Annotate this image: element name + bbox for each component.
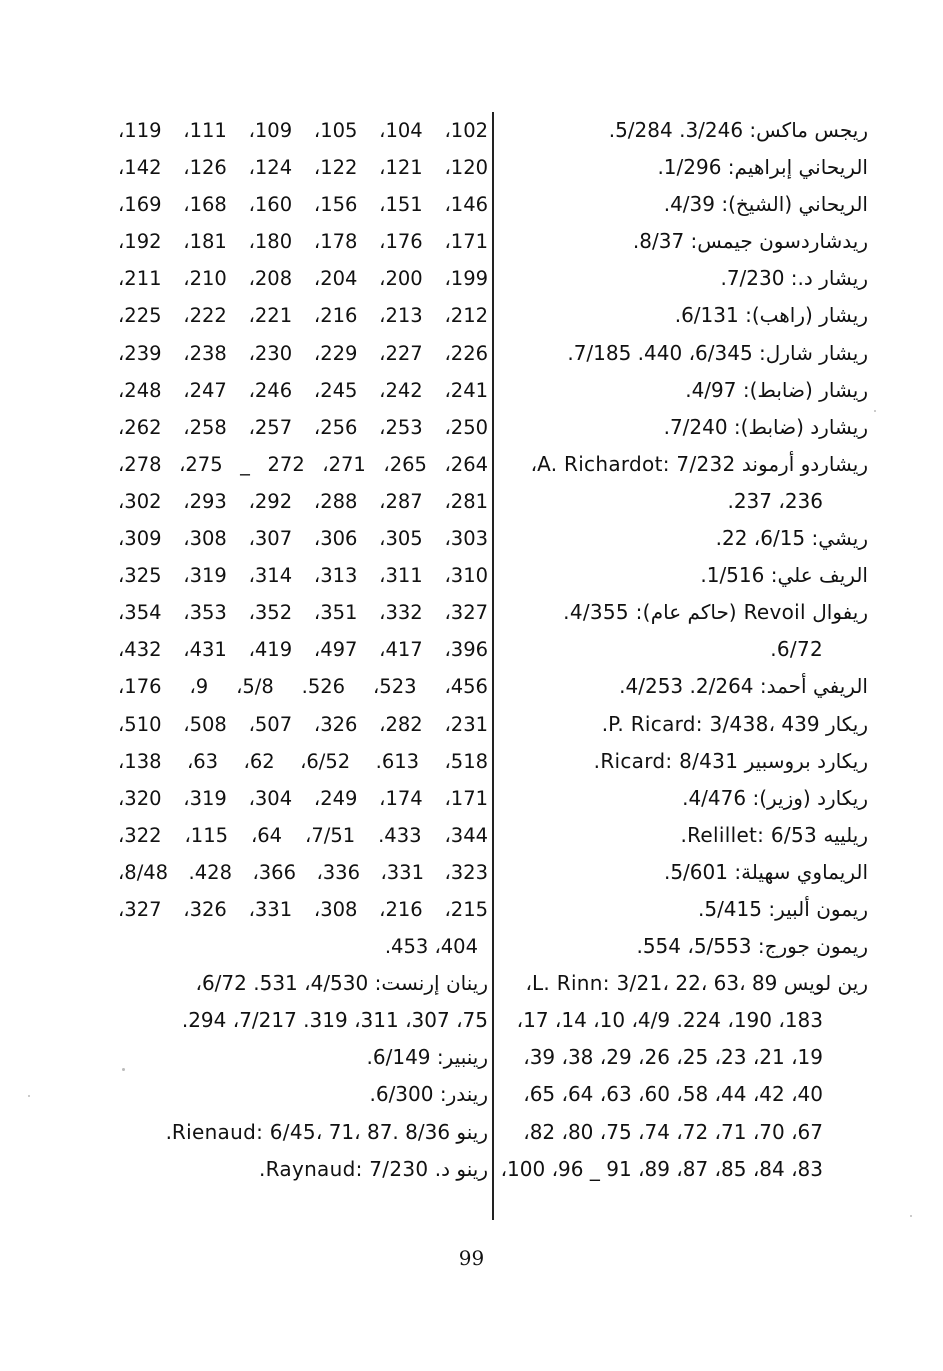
index-entry: ريكارد بروسبير Ricard: 8/431. — [593, 748, 868, 773]
index-entry: ريشارد (ضابط): 7/240. — [663, 414, 868, 439]
page-numbers-line: 396، 417، 497، 419، 431، 432، — [118, 638, 489, 662]
index-entry: ريجس ماكس: 3/246. 5/284. — [608, 118, 868, 142]
page-numbers-line: 171، 174، 249، 304، 319، 320، — [118, 786, 489, 810]
index-column-left — [118, 112, 488, 1188]
index-entry-continuation: 183، 190، 224. 4/9، 10، 14، 17، — [516, 1008, 823, 1033]
index-entry: ريكار P. Ricard: 3/438، 439. — [601, 711, 868, 736]
index-entry: الريف علي: 1/516. — [700, 563, 868, 588]
page-numbers-line: 171، 176، 178، 180، 181، 192، — [118, 230, 489, 254]
page-numbers-line: 281، 287، 288، 292، 293، 302، — [118, 489, 489, 513]
scan-speck — [874, 410, 876, 412]
page-numbers-line: 344، 433. 7/51، 64، 115، 322، — [118, 823, 489, 847]
index-entry: الريحاني (الشيخ): 4/39. — [663, 192, 868, 217]
page-numbers-line: 120، 121، 122، 124، 126، 142، — [118, 156, 489, 180]
index-entry: ريشار د.: 7/230. — [720, 266, 868, 291]
index-entry-continuation: 40، 42، 44، 58، 60، 63، 64، 65، — [523, 1082, 823, 1107]
page-numbers-line: 264، 265، 271، 272 _ 275، 278، — [118, 452, 489, 476]
index-entry: ريشي: 6/15، 22. — [715, 526, 868, 551]
page-numbers-line: 215، 216، 308، 331، 326، 327، — [118, 897, 489, 921]
index-entry-continuation: 6/72. — [770, 637, 823, 662]
page-numbers-line: 226، 227، 229، 230، 238، 239، — [118, 341, 489, 365]
index-entry: رينو د. Raynaud: 7/230. — [258, 1156, 488, 1181]
index-entry: ريشار (ضابط): 4/97. — [685, 377, 868, 402]
index-entry: ريندر: 6/300. — [369, 1082, 488, 1107]
index-entry: ريشار شارل: 6/345، 440. 7/185. — [567, 340, 868, 365]
page-numbers-line: 102، 104، 105، 109، 111، 119، — [118, 119, 489, 142]
index-entry: رينان إرنست: 4/530، 531. 6/72، — [195, 971, 488, 996]
page-numbers-line: 303، 305، 306، 307، 308، 309، — [118, 527, 489, 551]
index-entry: ريدشاردسون جيمس: 8/37. — [632, 229, 868, 254]
index-entry: رينبير: 6/149. — [366, 1045, 488, 1070]
index-entry: الريفي أحمد: 2/264. 4/253. — [619, 674, 868, 699]
page-numbers-line: 146، 151، 156، 160، 168، 169، — [118, 193, 489, 217]
index-entry: ريشار (راهب): 6/131. — [674, 303, 868, 328]
page-numbers-line: 310، 311، 313، 314، 319، 325، — [118, 564, 489, 588]
page-numbers-line: 327، 332، 351، 352، 353، 354، — [118, 601, 489, 625]
index-entry: ريمون جورج: 5/553، 554. — [636, 934, 868, 959]
index-entry: الريحاني إبراهيم: 1/296. — [657, 155, 868, 180]
index-entry-continuation: 75، 307، 311، 319. 7/217، 294. — [181, 1008, 488, 1033]
index-entry-continuation: 236، 237. — [727, 488, 823, 513]
scan-speck — [122, 1068, 125, 1071]
page-numbers-line: 518، 613. 6/52، 62، 63، 138، — [118, 749, 489, 773]
page-numbers-line: 250، 253، 256، 257، 258، 262، — [118, 415, 489, 439]
page-numbers-line: 456، 523، 526. 5/8، 9، 176، — [118, 675, 488, 699]
index-entry: رين لويس L. Rinn: 3/21، 22، 63، 89، — [525, 971, 868, 996]
page-numbers-line: 199، 200، 204، 208، 210، 211، — [118, 267, 489, 291]
page-numbers-line: 231، 282، 326، 507، 508، 510، — [118, 712, 489, 736]
index-entry: ريشاردو أرموند A. Richardot: 7/232، — [530, 451, 868, 476]
index-entry: ريكارد (وزير): 4/476. — [682, 785, 868, 810]
index-entry-continuation: 19، 21، 23، 25، 26، 29، 38، 39، — [523, 1045, 823, 1070]
index-entry-continuation: 67، 70، 71، 72، 74، 75، 80، 82، — [523, 1119, 823, 1144]
page-numbers-line: 212، 213، 216، 221، 222، 225، — [118, 304, 489, 328]
index-column-right — [473, 112, 868, 1188]
page-numbers-line: 404، 453. — [384, 935, 478, 959]
scan-speck — [28, 1095, 30, 1097]
index-entry-continuation: 83، 84، 85، 87، 89، 91 _ 96، 100، — [500, 1156, 823, 1181]
index-entry: رينو Rienaud: 6/45، 71، 87. 8/36. — [165, 1119, 488, 1144]
index-entry: الريماوي سهيلة: 5/601. — [663, 859, 868, 884]
index-entry: ريلييه Relillet: 6/53. — [680, 822, 868, 847]
index-entry: ريمون ألبير: 5/415. — [697, 896, 868, 921]
scan-speck — [910, 1215, 912, 1217]
page-number: 99 — [458, 1246, 485, 1270]
page-numbers-line: 323، 331، 336، 366، 428. 8/48، — [118, 860, 488, 884]
index-entry: ريفوال Revoil (حاكم عام): 4/355. — [563, 600, 868, 625]
column-divider — [492, 112, 494, 1220]
page-numbers-line: 241، 242، 245، 246، 247، 248، — [118, 378, 489, 402]
